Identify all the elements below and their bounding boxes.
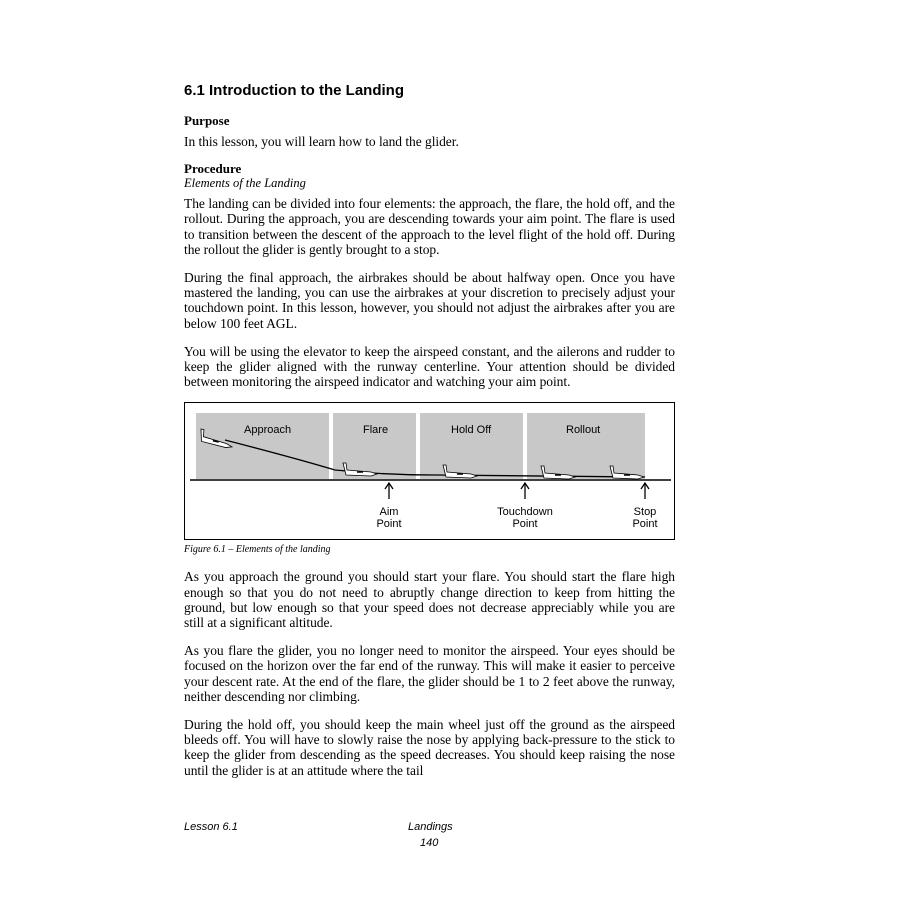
phase-label-rollout: Rollout	[566, 424, 601, 437]
figure-caption: Figure 6.1 – Elements of the landing	[184, 544, 331, 556]
marker-aim-line1: Aim	[379, 506, 399, 519]
holdoff-box	[420, 413, 523, 479]
paragraph-airbrakes: During the final approach, the airbrakes should be about halfway open. Once you have mastered the landing, you can use the airbrakes at your discretion to precisely adjust your touchdown point. In this lesson, however, you should not adjust the airbrakes after you are below 100 feet AGL.	[184, 270, 675, 331]
purpose-text: In this lesson, you will learn how to land the glider.	[184, 134, 459, 149]
stop-point-arrow-icon	[641, 483, 649, 499]
paragraph-flare-start: As you approach the ground you should start your flare. You should start the flare high enough so that you do not need to abruptly change direction to keep from hitting the ground, but low enough so that your speed does not decrease appreciably while you are still at a significant altitude.	[184, 569, 675, 631]
page-number: 140	[420, 837, 439, 849]
landing-diagram	[185, 403, 676, 541]
aim-point-arrow-icon	[385, 483, 393, 499]
marker-aim-line2: Point	[376, 518, 402, 531]
marker-stop-line2: Point	[632, 518, 658, 531]
paragraph-hold-off: During the hold off, you should keep the main wheel just off the ground as the airspeed bleeds off. You will have to slowly raise the nose by applying back-pressure to the stick to keep the glider from descending as the speed decreases. You should keep raising the nose until the glider is at an attitude where the tail	[184, 717, 675, 778]
footer-lesson: Lesson 6.1	[184, 821, 238, 833]
phase-label-approach: Approach	[244, 424, 292, 437]
purpose-heading: Purpose	[184, 113, 230, 128]
marker-touchdown-line1: Touchdown	[497, 506, 553, 519]
paragraph-attention: You will be using the elevator to keep the airspeed constant, and the ailerons and rudder to keep the glider aligned with the runway centerline. Your attention should be divided between monitoring the airspeed indicator and watching your aim point.	[184, 343, 675, 390]
landing-figure	[184, 402, 675, 540]
procedure-heading: Procedure	[184, 161, 242, 177]
marker-touchdown-line2: Point	[512, 518, 538, 531]
phase-label-holdoff: Hold Off	[451, 424, 492, 437]
footer-chapter: Landings	[408, 821, 453, 833]
touchdown-point-arrow-icon	[521, 483, 529, 499]
marker-stop-line1: Stop	[633, 506, 657, 519]
page-content	[184, 80, 675, 778]
section-title: 6.1 Introduction to the Landing	[184, 82, 404, 99]
page-footer	[184, 821, 675, 851]
paragraph-elements: The landing can be divided into four elements: the approach, the flare, the hold off, and the rollout. During the approach, you are descending towards your aim point. The flare is used to transition between the descent of the approach to the level flight of the hold off. During the rollout the glider is gently brought to a stop.	[184, 196, 675, 257]
phase-label-flare: Flare	[363, 424, 389, 437]
procedure-subheading: Elements of the Landing	[184, 176, 306, 191]
paragraph-flare-horizon: As you flare the glider, you no longer need to monitor the airspeed. Your eyes should be focused on the horizon over the far end of the runway. This will make it easier to perceive your descent rate. At the end of the flare, the glider should be 1 to 2 feet above the runway, neither descending nor climbing.	[184, 643, 675, 704]
approach-box	[196, 413, 329, 479]
